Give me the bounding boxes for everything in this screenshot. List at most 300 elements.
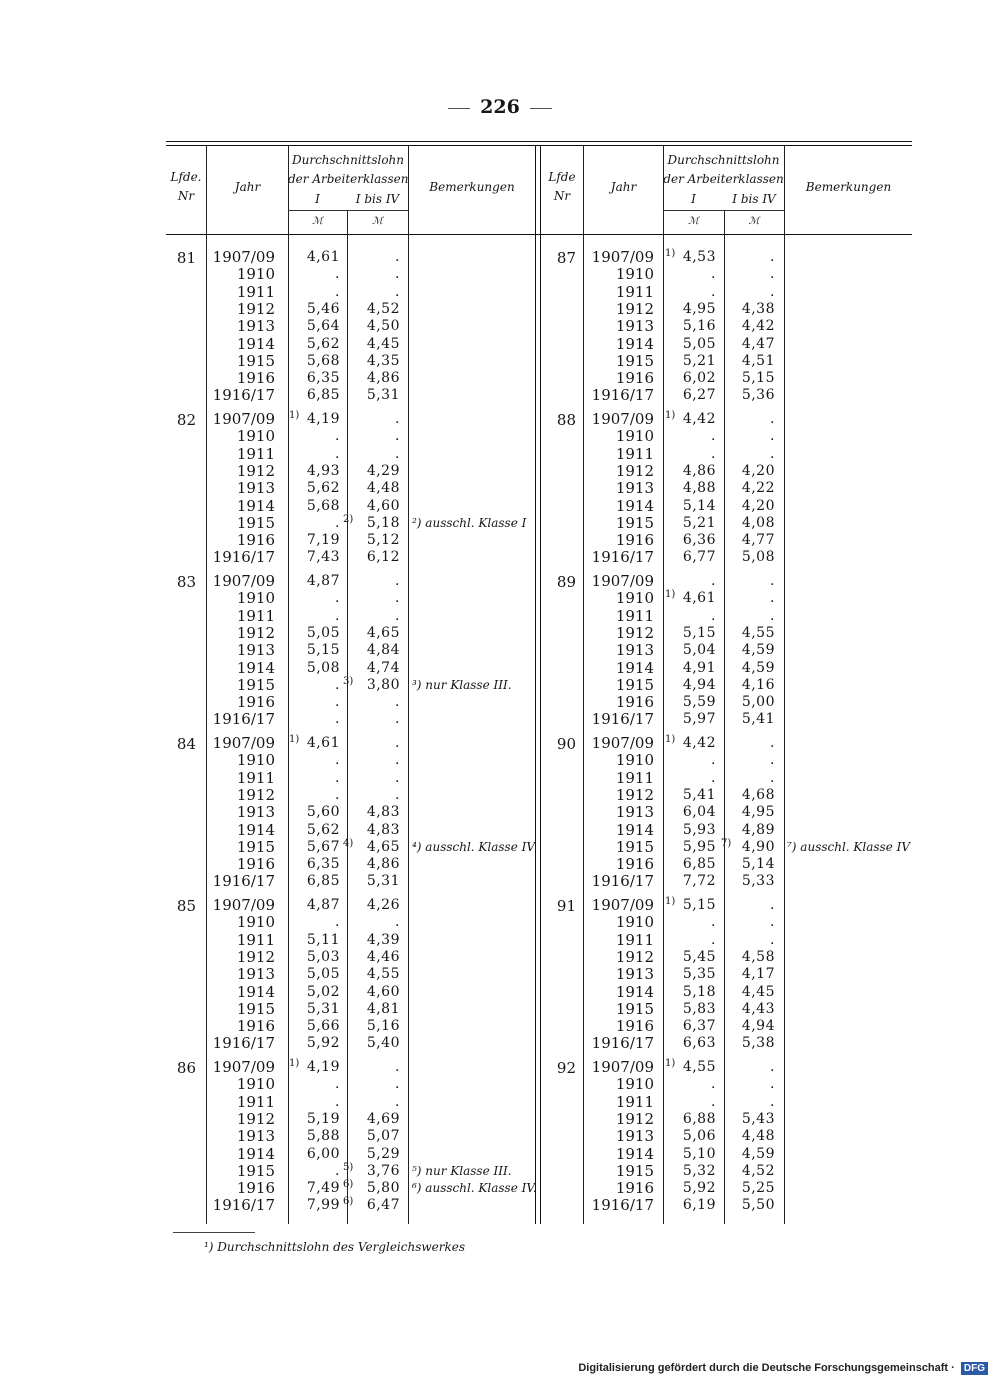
wage-class-i: 5,21 [682,352,716,369]
table-row [0,1180,1000,1197]
year-cell: 1916/17 [591,710,654,729]
lfd-nr: 84 [176,735,196,753]
footnote-ref: 6) [343,1179,354,1191]
year-cell: 1916/17 [591,1034,654,1053]
wage-class-i-iv: . [395,283,400,300]
wage-class-i: 5,03 [306,948,340,965]
year-cell: 1910 [615,913,654,932]
year-cell: 1915 [236,351,275,370]
year-cell: 1907/09 [212,734,275,752]
wage-class-i: 4,61 [306,735,340,751]
wage-class-i: 5,88 [306,1128,340,1145]
year-cell: 1914 [236,334,275,353]
wage-class-i-iv: 4,52 [366,300,400,317]
wage-class-i-iv: 4,51 [741,352,775,369]
year-cell: 1912 [236,785,275,804]
header-bottom-rule [166,234,912,235]
lfd-nr: 86 [176,1059,196,1077]
table-row [0,318,1000,335]
wage-class-i: 5,60 [306,804,340,821]
wage-class-i-iv: . [770,914,775,931]
table-top-rule [166,141,912,142]
year-cell: 1916 [236,369,275,388]
wage-class-i: 5,15 [682,897,716,913]
header-col-i-iv-right: I bis IV [732,192,776,206]
wage-class-i: 4,87 [306,897,340,913]
currency-mark-iv-right: ℳ [748,216,760,227]
year-cell: 1916/17 [591,1196,654,1215]
year-cell: 1911 [236,768,275,787]
remark: ⁴) ausschl. Klasse IV [412,839,536,854]
table-row [0,839,1000,856]
footnote-ref: 1) [665,248,676,259]
year-cell: 1912 [615,299,654,318]
year-cell: 1912 [236,461,275,480]
wage-class-i: 4,93 [306,462,340,479]
wage-class-i: . [711,445,716,462]
year-cell: 1912 [615,623,654,642]
wage-class-i: . [711,428,716,445]
wage-class-i: 4,55 [682,1059,716,1075]
wage-class-i-iv: 5,29 [366,1145,400,1162]
year-cell: 1916/17 [212,872,275,891]
wage-class-i-iv: 4,83 [366,804,400,821]
wage-class-i-iv: 4,59 [741,659,775,676]
table-row [0,532,1000,549]
year-cell: 1915 [615,675,654,694]
wage-class-i: 4,94 [682,676,716,693]
wage-class-i-iv: 4,47 [741,335,775,352]
wage-class-i: . [711,283,716,300]
year-cell: 1915 [615,351,654,370]
wage-class-i: 4,95 [682,300,716,317]
wage-class-i: 5,35 [682,966,716,983]
wage-class-i-iv: 6,12 [366,549,400,566]
table-row [0,590,1000,607]
subheader-rule-right [663,210,784,211]
wage-class-i: 5,11 [306,931,340,948]
wage-class-i-iv: 4,08 [741,514,775,531]
year-cell: 1914 [615,820,654,839]
wage-class-i: 5,64 [306,318,340,335]
wage-class-i-iv: 5,80 [366,1180,400,1197]
table-row [0,1035,1000,1052]
wage-class-i-iv: . [395,786,400,803]
wage-class-i: 5,68 [306,497,340,514]
wage-class-i: . [335,1093,340,1110]
lfd-nr: 83 [176,573,196,591]
wage-class-i-iv: . [770,769,775,786]
wage-class-i: 5,05 [306,966,340,983]
year-cell: 1914 [236,820,275,839]
table-row [0,480,1000,497]
table-row [0,984,1000,1001]
lfd-nr: 91 [556,897,576,915]
lfd-nr: 81 [176,249,196,267]
wage-class-i-iv: 4,39 [366,931,400,948]
wage-class-i-iv: 4,29 [366,462,400,479]
footnote-ref: 2) [343,513,354,525]
year-cell: 1912 [236,1109,275,1128]
wage-class-i: . [711,914,716,931]
table-row [0,1146,1000,1163]
table-row [0,1018,1000,1035]
wage-class-i-iv: . [395,914,400,931]
wage-class-i: 5,97 [682,711,716,728]
year-cell: 1915 [615,837,654,856]
year-cell: 1916 [236,855,275,874]
header-durchschnittslohn-right: Durchschnittslohn der Arbeiterklassen [663,153,784,186]
year-cell: 1912 [615,785,654,804]
table-top-rule-2 [166,145,912,146]
table-row [0,856,1000,873]
year-cell: 1910 [236,1075,275,1094]
footnote-ref: 4) [343,837,354,849]
wage-class-i: 5,16 [682,318,716,335]
lfd-nr: 85 [176,897,196,915]
year-cell: 1916 [236,1017,275,1036]
year-cell: 1914 [236,496,275,515]
wage-class-i: 5,45 [682,948,716,965]
table-row [0,498,1000,515]
header-jahr-right: Jahr [610,180,637,194]
header-lfd-nr: Lfde. Nr [170,170,202,203]
wage-class-i: . [335,514,340,531]
table-row [0,1094,1000,1111]
wage-class-i: 5,04 [682,642,716,659]
footnote-ref: 1) [665,410,676,421]
table-row [0,787,1000,804]
wage-class-i: 5,62 [306,480,340,497]
year-cell: 1915 [236,1161,275,1180]
year-cell: 1913 [236,803,275,822]
wage-class-i-iv: . [770,1093,775,1110]
year-cell: 1914 [615,658,654,677]
table-row [0,822,1000,839]
wage-class-i-iv: 4,86 [366,370,400,387]
year-cell: 1910 [236,751,275,770]
wage-class-i-iv: . [770,590,775,607]
wage-class-i-iv: 4,94 [741,1018,775,1035]
year-cell: 1907/09 [591,410,654,428]
wage-class-i: . [335,1076,340,1093]
wage-class-i-iv: 4,16 [741,676,775,693]
year-cell: 1916 [236,531,275,550]
footnote-ref: 1) [665,589,676,601]
wage-class-i-iv: 4,48 [366,480,400,497]
year-cell: 1910 [615,427,654,446]
wage-class-i-iv: . [395,428,400,445]
wage-class-i: 7,43 [306,549,340,566]
wage-class-i: 5,62 [306,821,340,838]
wage-class-i-iv: 5,08 [741,549,775,566]
page-number-text: 226 [480,96,520,118]
year-cell: 1907/09 [591,572,654,590]
wage-class-i: 6,88 [682,1110,716,1127]
year-cell: 1916/17 [212,710,275,729]
wage-class-i: 5,06 [682,1128,716,1145]
year-cell: 1913 [615,965,654,984]
year-cell: 1911 [615,1092,654,1111]
wage-class-i: 5,05 [682,335,716,352]
wage-class-i-iv: 4,83 [366,821,400,838]
wage-class-i-iv: 4,74 [366,659,400,676]
year-cell: 1912 [615,947,654,966]
year-cell: 1916 [615,855,654,874]
wage-class-i-iv: 4,48 [741,1128,775,1145]
wage-class-i-iv: 5,18 [366,514,400,531]
year-cell: 1915 [236,675,275,694]
wage-class-i: 6,85 [682,856,716,873]
wage-class-i: . [711,573,716,589]
lfd-nr: 92 [556,1059,576,1077]
wage-class-i: 6,04 [682,804,716,821]
year-cell: 1913 [615,479,654,498]
year-cell: 1916/17 [212,1034,275,1053]
wage-class-i-iv: 5,50 [741,1197,775,1214]
table-row [0,608,1000,625]
year-cell: 1916/17 [212,548,275,567]
year-cell: 1916/17 [212,1196,275,1215]
page-number [0,96,1000,118]
year-cell: 1911 [615,930,654,949]
wage-class-i-iv: 4,60 [366,497,400,514]
wage-class-i-iv: 5,38 [741,1035,775,1052]
page-number-dash-left [448,108,470,109]
year-cell: 1907/09 [212,896,275,914]
wage-class-i: 4,88 [682,480,716,497]
table-row [0,1076,1000,1093]
wage-class-i-iv: . [770,266,775,283]
wage-class-i-iv: 4,65 [366,838,400,855]
table-row [0,660,1000,677]
wage-class-i: 5,67 [306,838,340,855]
wage-class-i: 7,99 [306,1197,340,1214]
year-cell: 1911 [236,606,275,625]
wage-class-i-iv: 4,89 [741,821,775,838]
wage-class-i: 6,85 [306,873,340,890]
wage-class-i: 5,92 [306,1035,340,1052]
footnote-ref: 5) [343,1161,354,1173]
wage-class-i-iv: . [395,607,400,624]
year-cell: 1910 [615,751,654,770]
currency-mark-i-right: ℳ [688,216,699,227]
wage-class-i-iv: . [395,573,400,589]
year-cell: 1910 [615,1075,654,1094]
wage-class-i: . [711,752,716,769]
credit-text: Digitalisierung gefördert durch die Deutsche Forschungsgemeinschaft [578,1362,949,1374]
wage-class-i: 6,27 [682,387,716,404]
year-cell: 1907/09 [212,248,275,266]
header-bemerkungen-right: Bemerkungen [805,180,892,194]
year-cell: 1916 [615,693,654,712]
table-row [0,284,1000,301]
lfd-nr: 90 [556,735,576,753]
wage-class-i-iv: 5,14 [741,856,775,873]
wage-class-i-iv: . [770,735,775,751]
wage-class-i-iv: . [770,573,775,589]
wage-class-i: . [335,676,340,693]
wage-class-i-iv: 5,40 [366,1035,400,1052]
wage-class-i: 7,72 [682,873,716,890]
wage-class-i: 4,53 [682,249,716,265]
wage-class-i-iv: 4,69 [366,1110,400,1127]
wage-class-i-iv: 4,38 [741,300,775,317]
year-cell: 1912 [236,299,275,318]
wage-class-i-iv: 4,46 [366,948,400,965]
table-row [0,1059,1000,1076]
wage-class-i-iv: 4,58 [741,948,775,965]
table-row [0,387,1000,404]
wage-class-i: 6,19 [682,1197,716,1214]
wage-class-i-iv: 4,86 [366,856,400,873]
wage-class-i: 4,61 [682,590,716,607]
wage-class-i-iv: 3,76 [366,1162,400,1179]
wage-class-i: 4,86 [682,462,716,479]
lfd-nr: 82 [176,411,196,429]
table-row [0,625,1000,642]
wage-class-i-iv: . [770,1076,775,1093]
wage-class-i: . [335,445,340,462]
wage-class-i-iv: . [395,445,400,462]
table-row [0,549,1000,566]
wage-class-i: 6,37 [682,1018,716,1035]
wage-class-i: 5,18 [682,983,716,1000]
wage-class-i-iv: . [395,266,400,283]
year-cell: 1916/17 [591,872,654,891]
year-cell: 1910 [236,427,275,446]
wage-class-i-iv: 5,36 [741,387,775,404]
wage-class-i: 4,42 [682,411,716,427]
footnote-ref: 1) [665,1058,676,1069]
wage-class-i-iv: . [770,931,775,948]
year-cell: 1916/17 [212,386,275,405]
wage-class-i: 5,05 [306,624,340,641]
wage-class-i-iv: 6,47 [366,1197,400,1214]
footnote: ¹) Durchschnittslohn des Vergleichswerkes [204,1240,466,1254]
wage-class-i-iv: . [395,752,400,769]
wage-class-i-iv: 4,55 [366,966,400,983]
year-cell: 1915 [236,837,275,856]
year-cell: 1916/17 [591,386,654,405]
wage-class-i: 5,46 [306,300,340,317]
wage-class-i: 4,61 [306,249,340,265]
table-row [0,1111,1000,1128]
footnote-ref: 1) [289,1058,300,1069]
wage-class-i: . [711,769,716,786]
wage-class-i-iv: 4,52 [741,1162,775,1179]
wage-class-i: 5,15 [306,642,340,659]
year-cell: 1915 [615,999,654,1018]
header-col-i-right: I [691,192,696,206]
wage-class-i-iv: 5,15 [741,370,775,387]
table-row [0,1128,1000,1145]
header-col-i: I [315,192,320,206]
year-cell: 1915 [615,1161,654,1180]
wage-class-i: 5,41 [682,786,716,803]
year-cell: 1912 [236,947,275,966]
wage-class-i-iv: 4,59 [741,1145,775,1162]
wage-class-i-iv: 5,31 [366,387,400,404]
year-cell: 1911 [236,1092,275,1111]
year-cell: 1911 [615,768,654,787]
year-cell: 1912 [615,1109,654,1128]
table-row [0,804,1000,821]
wage-class-i: 5,92 [682,1180,716,1197]
year-cell: 1915 [615,513,654,532]
table-row [0,770,1000,787]
year-cell: 1911 [236,444,275,463]
footnote-ref: 1) [665,896,676,907]
wage-class-i-iv: 4,60 [366,983,400,1000]
year-cell: 1916 [615,1179,654,1198]
year-cell: 1914 [236,1144,275,1163]
year-cell: 1916 [236,1179,275,1198]
wage-class-i-iv: 5,07 [366,1128,400,1145]
year-cell: 1911 [615,444,654,463]
year-cell: 1916 [615,1017,654,1036]
year-cell: 1913 [615,1127,654,1146]
currency-mark-i: ℳ [312,216,323,227]
table-row [0,752,1000,769]
header-col-i-iv: I bis IV [355,192,400,206]
table-row [0,573,1000,590]
wage-class-i-iv: 4,26 [366,897,400,913]
table-row [0,463,1000,480]
wage-class-i-iv: 4,35 [366,352,400,369]
wage-class-i-iv: 5,12 [366,532,400,549]
remark: ³) nur Klasse III. [412,677,512,692]
table-row [0,966,1000,983]
year-cell: 1916/17 [591,548,654,567]
footnote-ref: 3) [343,675,354,687]
wage-class-i: 4,19 [306,1059,340,1075]
footnote-ref: 7) [721,837,732,849]
table-row [0,301,1000,318]
page-number-dash-right [530,108,552,109]
wage-class-i-iv: . [395,249,400,265]
wage-class-i: 7,49 [306,1180,340,1197]
table-row [0,932,1000,949]
table-row [0,914,1000,931]
year-cell: 1915 [236,513,275,532]
wage-class-i-iv: . [395,1093,400,1110]
year-cell: 1911 [236,282,275,301]
wage-class-i-iv: 5,16 [366,1018,400,1035]
year-cell: 1913 [236,641,275,660]
wage-class-i-iv: 4,59 [741,642,775,659]
year-cell: 1914 [615,1144,654,1163]
remark: ²) ausschl. Klasse I [412,515,527,530]
wage-class-i: . [711,1076,716,1093]
year-cell: 1914 [236,658,275,677]
remark: ⁷) ausschl. Klasse IV [787,839,911,854]
wage-class-i: . [711,266,716,283]
wage-class-i-iv: 4,77 [741,532,775,549]
wage-class-i-iv: 5,00 [741,694,775,711]
wage-class-i-iv: 4,55 [741,624,775,641]
wage-class-i: . [335,266,340,283]
wage-class-i: . [335,428,340,445]
wage-class-i-iv: 4,68 [741,786,775,803]
year-cell: 1910 [615,265,654,284]
header-durchschnittslohn: Durchschnittslohn der Arbeiterklassen [288,153,409,186]
wage-class-i-iv: . [395,694,400,711]
table-row [0,411,1000,428]
table-row [0,353,1000,370]
year-cell: 1910 [615,589,654,608]
currency-mark-iv: ℳ [372,216,383,227]
